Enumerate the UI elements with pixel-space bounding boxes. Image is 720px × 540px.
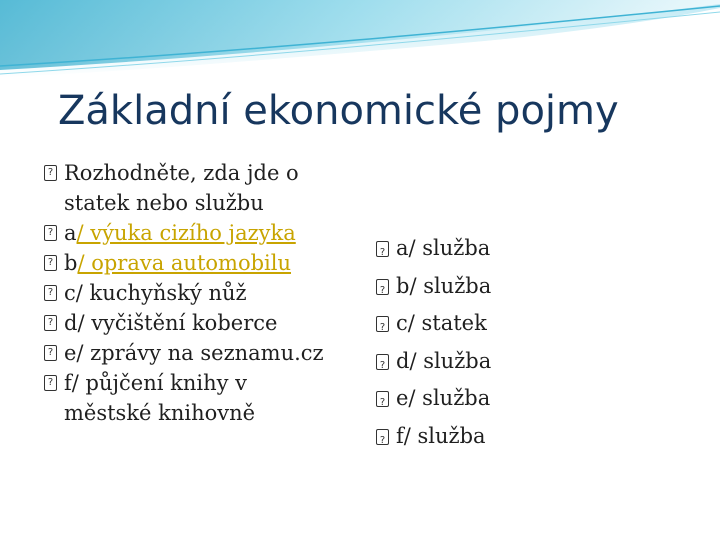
item-b-prefix: b (64, 251, 78, 275)
bullet-icon (376, 429, 389, 445)
list-item-d (44, 308, 364, 338)
answer-d-text: d/ služba (396, 348, 492, 373)
answer-item-d (376, 343, 576, 381)
item-f-text-cont: městské knihovně (64, 401, 256, 425)
bullet-icon (376, 241, 389, 257)
intro-line-1: Rozhodněte, zda jde o (64, 161, 299, 185)
list-item-e (44, 338, 364, 368)
intro-line-2: statek nebo službu (64, 191, 264, 215)
bullet-icon (44, 315, 57, 331)
answer-item-b (376, 268, 576, 306)
bullet-icon (376, 391, 389, 407)
question-list (44, 158, 364, 428)
answer-item-c (376, 305, 576, 343)
answer-item-f (376, 418, 576, 456)
answer-b-text: b/ služba (396, 273, 492, 298)
slide-title: Základní ekonomické pojmy (58, 88, 619, 134)
answer-a-text: a/ služba (396, 236, 491, 260)
bullet-icon (44, 165, 57, 181)
header-wave-decoration (0, 0, 720, 95)
bullet-icon (44, 255, 57, 271)
list-item-a (44, 218, 364, 248)
list-item-f (44, 368, 364, 428)
answer-item-e (376, 380, 576, 418)
list-item-b (44, 248, 364, 278)
bullet-icon (44, 285, 57, 301)
answer-c-text: c/ statek (396, 311, 487, 335)
bullet-icon (44, 375, 57, 391)
item-b-link[interactable]: / oprava automobilu (77, 251, 291, 275)
item-f-text: f/ půjčení knihy v (64, 371, 248, 395)
bullet-icon (376, 279, 389, 295)
item-e-text: e/ zprávy na seznamu.cz (64, 341, 324, 365)
bullet-icon (44, 345, 57, 361)
bullet-icon (376, 354, 389, 370)
item-a-prefix: a (64, 221, 77, 245)
answer-e-text: e/ služba (396, 386, 491, 410)
bullet-icon (376, 316, 389, 332)
item-c-text: c/ kuchyňský nůž (64, 281, 247, 305)
list-item-c (44, 278, 364, 308)
item-d-text: d/ vyčištění koberce (64, 311, 278, 335)
answer-f-text: f/ služba (396, 423, 486, 448)
bullet-icon (44, 225, 57, 241)
answer-list (376, 230, 576, 455)
answer-item-a (376, 230, 576, 268)
intro-item (44, 158, 364, 218)
item-a-link[interactable]: / výuka cizího jazyka (76, 221, 296, 245)
